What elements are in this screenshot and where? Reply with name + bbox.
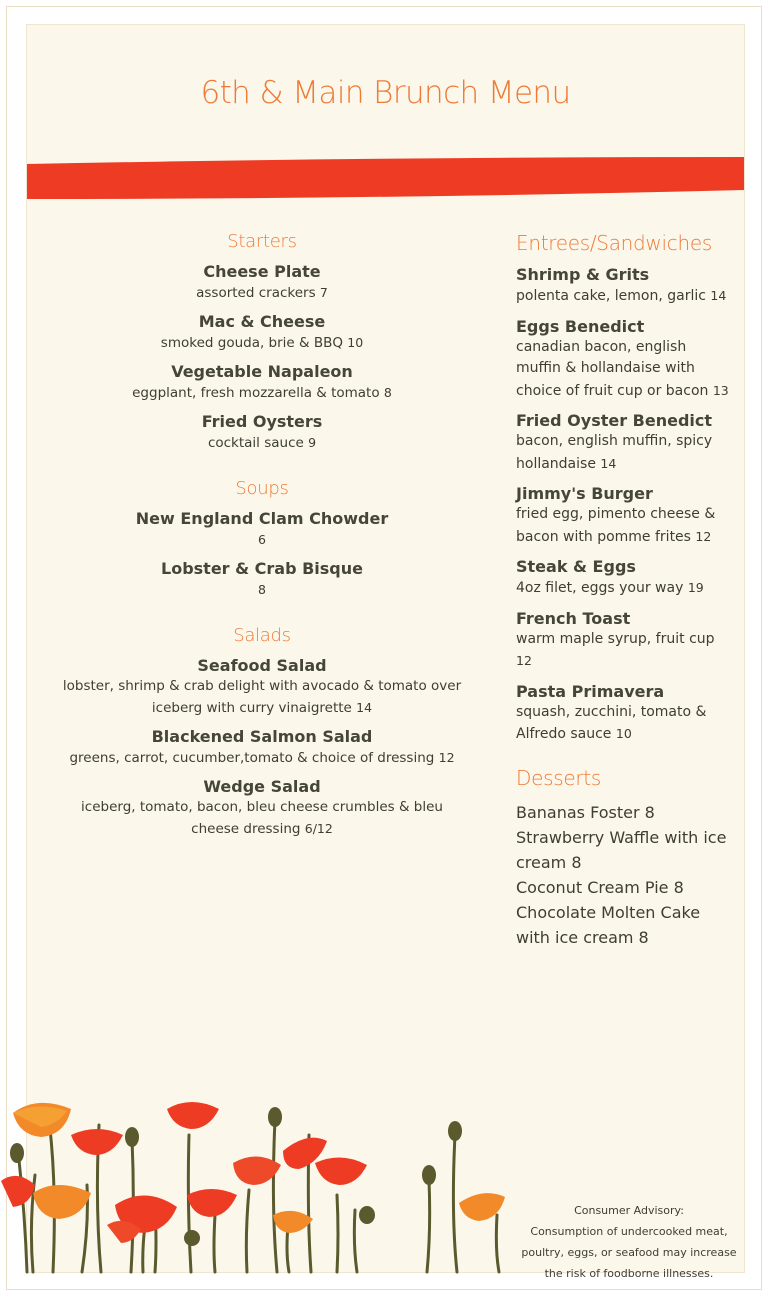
menu-item-name: Vegetable Napaleon xyxy=(171,362,353,381)
left-column xyxy=(55,231,469,840)
menu-item-name: Seafood Salad xyxy=(197,656,327,675)
soups-list xyxy=(55,509,469,601)
menu-item-name: Pasta Primavera xyxy=(516,681,665,701)
desserts-heading: Desserts xyxy=(516,765,601,790)
menu-page xyxy=(26,24,745,1280)
dessert-item: Strawberry Waffle with ice cream 8 xyxy=(516,827,727,872)
menu-item-desc xyxy=(55,529,469,551)
menu-item-description: squash, zucchini, tomato & Alfredo sauce xyxy=(516,703,707,742)
menu-item-price: 9 xyxy=(308,435,317,450)
menu-item-description: cocktail sauce xyxy=(207,435,304,451)
menu-item-description: fried egg, pimento cheese & bacon with pomme frites xyxy=(516,506,716,545)
menu-item-name: Mac & Cheese xyxy=(198,312,326,331)
dessert-item: Chocolate Molten Cake with ice cream 8 xyxy=(516,902,701,947)
menu-item-description: 4oz filet, eggs your way xyxy=(516,580,684,596)
menu-item-description: eggplant, fresh mozzarella & tomato xyxy=(132,385,380,401)
starters-heading: Starters xyxy=(227,231,297,252)
menu-item-description: assorted crackers xyxy=(196,285,316,301)
menu-item-desc xyxy=(516,629,731,673)
salads-heading: Salads xyxy=(233,625,291,646)
menu-item-price: 12 xyxy=(438,750,455,765)
menu-item-price: 12 xyxy=(516,653,532,668)
advisory-title: Consumer Advisory: xyxy=(574,1204,684,1217)
menu-item-price: 19 xyxy=(687,580,704,595)
menu-item-desc xyxy=(55,747,469,769)
menu-item-desc xyxy=(55,676,469,719)
menu-item-price: 6 xyxy=(258,532,266,547)
menu-item-name: Wedge Salad xyxy=(203,777,321,796)
menu-item-name: Blackened Salmon Salad xyxy=(151,727,373,746)
menu-item-name: Shrimp & Grits xyxy=(516,265,650,284)
menu-item-price: 6/12 xyxy=(304,821,333,836)
menu-item-name: Jimmy's Burger xyxy=(516,484,653,503)
menu-item-name: Eggs Benedict xyxy=(516,316,645,336)
menu-item-description: lobster, shrimp & crab delight with avocado & tomato over iceberg with curry vinaigrette xyxy=(62,678,462,716)
entrees-heading: Entrees/Sandwiches xyxy=(516,231,712,255)
menu-item-name: Steak & Eggs xyxy=(516,557,636,576)
advisory-line: poultry, eggs, or seafood may increase xyxy=(521,1246,737,1259)
menu-item-desc xyxy=(55,432,469,454)
menu-item-price: 10 xyxy=(615,726,632,741)
dessert-item: Coconut Cream Pie 8 xyxy=(516,877,684,897)
menu-item-name: New England Clam Chowder xyxy=(135,509,389,528)
menu-item-price: 8 xyxy=(383,385,392,400)
menu-item-price: 14 xyxy=(600,455,617,471)
menu-title: 6th & Main Brunch Menu xyxy=(200,75,571,111)
menu-item-desc xyxy=(55,382,469,404)
menu-item-name: Fried Oyster Benedict xyxy=(516,411,713,430)
menu-item-description: canadian bacon, english muffin & hollandaise with choice of fruit cup or bacon xyxy=(516,338,709,399)
soups-heading: Soups xyxy=(235,478,289,499)
menu-item-desc xyxy=(55,579,469,601)
menu-item-price: 14 xyxy=(356,700,373,715)
menu-item-price: 10 xyxy=(347,335,364,350)
menu-item-desc xyxy=(516,431,731,475)
menu-item-desc xyxy=(55,797,469,840)
menu-item-desc xyxy=(516,504,731,548)
advisory-line: Consumption of undercooked meat, xyxy=(530,1225,728,1238)
menu-item-description: bacon, english muffin, spicy hollandaise xyxy=(516,433,713,472)
menu-item-description: smoked gouda, brie & BBQ xyxy=(160,335,343,351)
starters-list xyxy=(55,262,469,454)
menu-item-name: French Toast xyxy=(516,608,631,628)
menu-item-name: Cheese Plate xyxy=(203,262,321,281)
menu-item-desc xyxy=(516,702,731,746)
menu-item-desc xyxy=(55,282,469,304)
menu-item-description: iceberg, tomato, bacon, bleu cheese crumbles & bleu cheese dressing xyxy=(81,799,443,837)
menu-item-desc xyxy=(516,285,731,308)
menu-item-price: 7 xyxy=(319,285,328,300)
menu-item-desc xyxy=(516,337,731,403)
desserts-list xyxy=(516,800,731,950)
menu-item-description: polenta cake, lemon, garlic xyxy=(516,288,706,304)
menu-item-name: Fried Oysters xyxy=(201,412,323,431)
menu-item-price: 14 xyxy=(710,288,727,303)
menu-item-price: 13 xyxy=(712,382,729,398)
menu-item-description: warm maple syrup, fruit cup xyxy=(516,630,715,647)
consumer-advisory xyxy=(511,1200,747,1284)
menu-item-desc xyxy=(516,577,731,600)
advisory-line: the risk of foodborne illnesses. xyxy=(544,1267,714,1280)
salads-list xyxy=(55,656,469,840)
menu-item-price: 8 xyxy=(258,582,266,597)
menu-item-name: Lobster & Crab Bisque xyxy=(161,559,363,578)
menu-item-desc xyxy=(55,332,469,354)
menu-item-price: 12 xyxy=(695,528,712,544)
right-column xyxy=(516,231,731,950)
entrees-list xyxy=(516,265,731,746)
red-band xyxy=(27,153,744,203)
menu-item-description: greens, carrot, cucumber,tomato & choice of dressing xyxy=(69,750,435,766)
dessert-item: Bananas Foster 8 xyxy=(516,802,655,822)
